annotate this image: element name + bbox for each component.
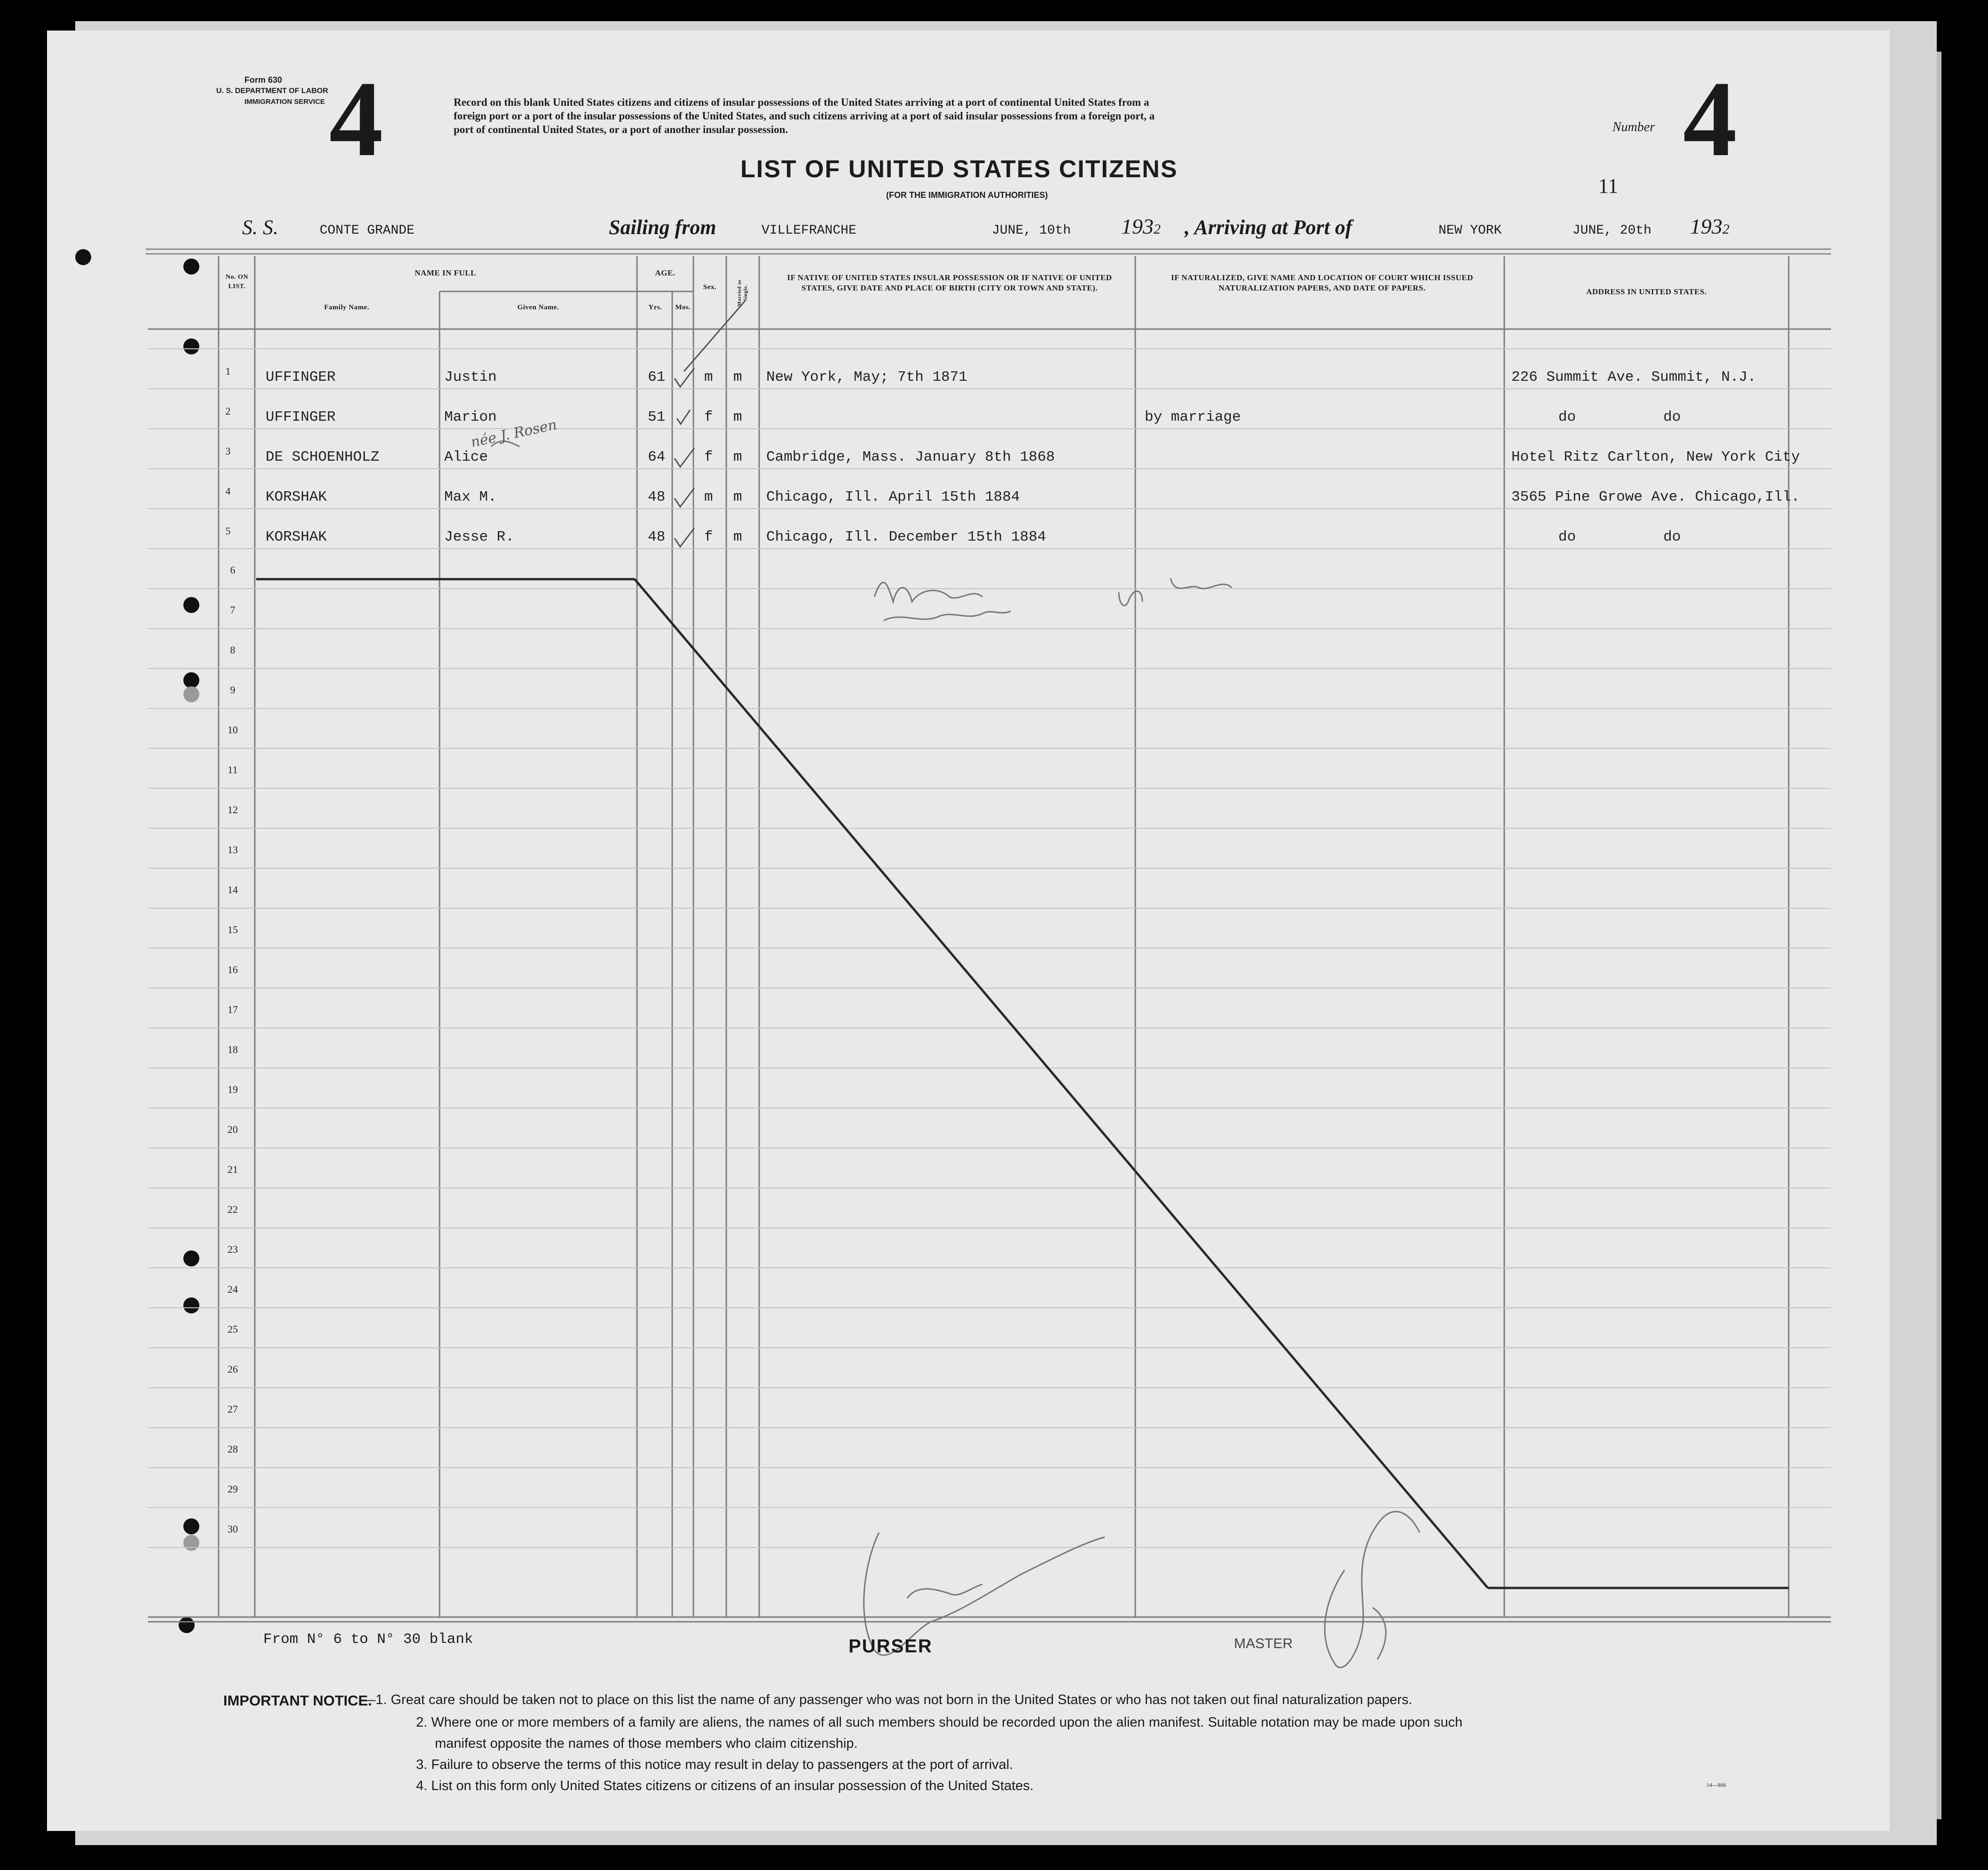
birth-info-cell: Chicago, Ill. April 15th 1884 [766, 489, 1020, 505]
col-birth: IF NATIVE OF UNITED STATES INSULAR POSSESSION OR IF NATIVE OF UNITED STATES, GIVE DATE AND PLACE OF BIRTH (CITY OR TOWN AND STATE). [787, 273, 1112, 292]
line-number: 21 [228, 1163, 238, 1175]
address-cell: do do [1558, 529, 1681, 545]
number-label: Number [1612, 120, 1655, 134]
col-naturalized: IF NATURALIZED, GIVE NAME AND LOCATION OF COURT WHICH ISSUED NATURALIZATION PAPERS, AND DATE OF PAPERS. [1171, 273, 1473, 292]
department: U. S. DEPARTMENT OF LABOR [216, 87, 328, 95]
row-number: 3 [225, 445, 231, 457]
sex-cell: f [704, 449, 713, 465]
stamp-left: 4 [329, 59, 383, 179]
row-number: 4 [225, 485, 231, 497]
line-number: 10 [228, 724, 238, 736]
ss-label: S. S. [242, 216, 278, 239]
sex-cell: m [704, 369, 713, 385]
line-number: 25 [228, 1323, 238, 1335]
sail-year: 1932 [1121, 214, 1161, 238]
handwritten-note: née J. Rosen [469, 416, 558, 451]
line-number: 22 [228, 1203, 238, 1215]
marital-status-cell: m [733, 369, 742, 385]
line-number: 14 [228, 884, 238, 896]
col-age: AGE. [655, 268, 676, 277]
sailing-label: Sailing from [609, 216, 716, 239]
line-number: 18 [228, 1044, 238, 1055]
line-number: 27 [228, 1403, 238, 1415]
family-name-cell: UFFINGER [266, 409, 336, 425]
service: IMMIGRATION SERVICE [244, 98, 325, 106]
line-number: 13 [228, 844, 238, 856]
col-married: Married or Single. [737, 279, 748, 306]
family-name-cell: DE SCHOENHOLZ [266, 449, 379, 465]
page-subtitle: (FOR THE IMMIGRATION AUTHORITIES) [886, 190, 1048, 200]
page-title: LIST OF UNITED STATES CITIZENS [740, 156, 1178, 183]
line-number: 11 [228, 764, 238, 776]
row-number: 1 [225, 365, 231, 377]
line-number: 7 [230, 604, 236, 616]
line-number: 26 [228, 1363, 238, 1375]
age-years-cell: 64 [648, 449, 666, 465]
notice-4: 4. List on this form only United States citizens or citizens of an insular possession of the United States. [416, 1778, 1034, 1793]
notice-2b: manifest opposite the names of those members who claim citizenship. [435, 1736, 858, 1751]
arrive-year: 1932 [1690, 214, 1729, 238]
line-number: 15 [228, 924, 238, 935]
naturalized-cell: by marriage [1145, 409, 1241, 425]
instructions-line-2: foreign port or a port of the insular possessions of the United States, and such citizens arriving at a port of said insular possessions from a foreign port, a [454, 110, 1155, 122]
birth-info-cell: Chicago, Ill. December 15th 1884 [766, 529, 1046, 545]
line-number: 19 [228, 1084, 238, 1095]
notice-label: IMPORTANT NOTICE. [223, 1692, 372, 1709]
line-number: 16 [228, 964, 238, 975]
col-address: ADDRESS IN UNITED STATES. [1586, 287, 1707, 296]
sex-cell: m [704, 489, 713, 505]
sail-date: JUNE, 10th [992, 223, 1071, 238]
line-number: 23 [228, 1243, 238, 1255]
given-name-cell: Jesse R. [444, 529, 514, 545]
ship-name: CONTE GRANDE [320, 223, 415, 238]
col-yrs: Yrs. [648, 304, 662, 311]
notice-2: 2. Where one or more members of a family are aliens, the names of all such members should be recorded upon the alien manifest. Suitable notation may be made upon such [416, 1715, 1463, 1730]
marital-status-cell: m [733, 529, 742, 545]
line-number: 28 [228, 1443, 238, 1455]
row-number: 2 [225, 405, 231, 417]
line-number: 12 [228, 804, 238, 816]
age-years-cell: 48 [648, 529, 666, 545]
family-name-cell: KORSHAK [266, 529, 327, 545]
age-years-cell: 51 [648, 409, 666, 425]
address-cell: Hotel Ritz Carlton, New York City [1511, 449, 1800, 465]
family-name-cell: UFFINGER [266, 369, 336, 385]
col-given-name: Given Name. [517, 304, 559, 311]
line-number: 9 [230, 684, 236, 696]
given-name-cell: Justin [444, 369, 497, 385]
line-number: 8 [230, 644, 236, 656]
arrive-date: JUNE, 20th [1572, 223, 1652, 238]
col-mos: Mos. [675, 304, 691, 311]
family-name-cell: KORSHAK [266, 489, 327, 505]
birth-info-cell: Cambridge, Mass. January 8th 1868 [766, 449, 1055, 465]
notice-3: 3. Failure to observe the terms of this notice may result in delay to passengers at the port of arrival. [416, 1757, 1014, 1772]
row-number: 5 [225, 525, 231, 537]
form-number: Form 630 [244, 75, 283, 85]
page-number: 11 [1598, 174, 1619, 197]
marital-status-cell: m [733, 489, 742, 505]
purser-label: PURSER [849, 1636, 933, 1657]
blank-note: From N° 6 to N° 30 blank [263, 1631, 473, 1648]
marital-status-cell: m [733, 409, 742, 425]
line-number: 6 [230, 564, 236, 576]
age-years-cell: 61 [648, 369, 666, 385]
address-cell: 3565 Pine Growe Ave. Chicago,Ill. [1511, 489, 1800, 505]
given-name-cell: Marion [444, 409, 497, 425]
given-name-cell: Alice [444, 449, 488, 465]
line-number: 17 [228, 1004, 238, 1015]
line-number: 30 [228, 1523, 238, 1535]
stamp-right: 4 [1683, 59, 1737, 179]
print-code: 14—806 [1706, 1782, 1726, 1788]
address-cell: do do [1558, 409, 1681, 425]
age-years-cell: 48 [648, 489, 666, 505]
line-number: 24 [228, 1283, 238, 1295]
sex-cell: f [704, 409, 713, 425]
line-number: 29 [228, 1483, 238, 1495]
address-cell: 226 Summit Ave. Summit, N.J. [1511, 369, 1756, 385]
col-no: No. ON LIST. [225, 274, 249, 290]
sex-cell: f [704, 529, 713, 545]
instructions-line-3: port of continental United States, or a port of another insular possession. [454, 124, 788, 135]
col-name-in-full: NAME IN FULL [415, 268, 476, 277]
arriving-label: , Arriving at Port of [1185, 216, 1352, 239]
marital-status-cell: m [733, 449, 742, 465]
col-sex: Sex. [703, 283, 717, 291]
notice-1: —1. Great care should be taken not to place on this list the name of any passenger who was not born in the United States or who has not taken out final naturalization papers. [362, 1692, 1413, 1707]
instructions-line-1: Record on this blank United States citizens and citizens of insular possessions of the United States arriving at a port of continental United States from a [454, 96, 1149, 108]
port-from: VILLEFRANCHE [762, 223, 856, 238]
port-to: NEW YORK [1438, 223, 1502, 238]
master-label: MASTER [1234, 1636, 1293, 1651]
line-number: 20 [228, 1124, 238, 1135]
birth-info-cell: New York, May; 7th 1871 [766, 369, 967, 385]
col-family-name: Family Name. [324, 304, 369, 311]
given-name-cell: Max M. [444, 489, 497, 505]
